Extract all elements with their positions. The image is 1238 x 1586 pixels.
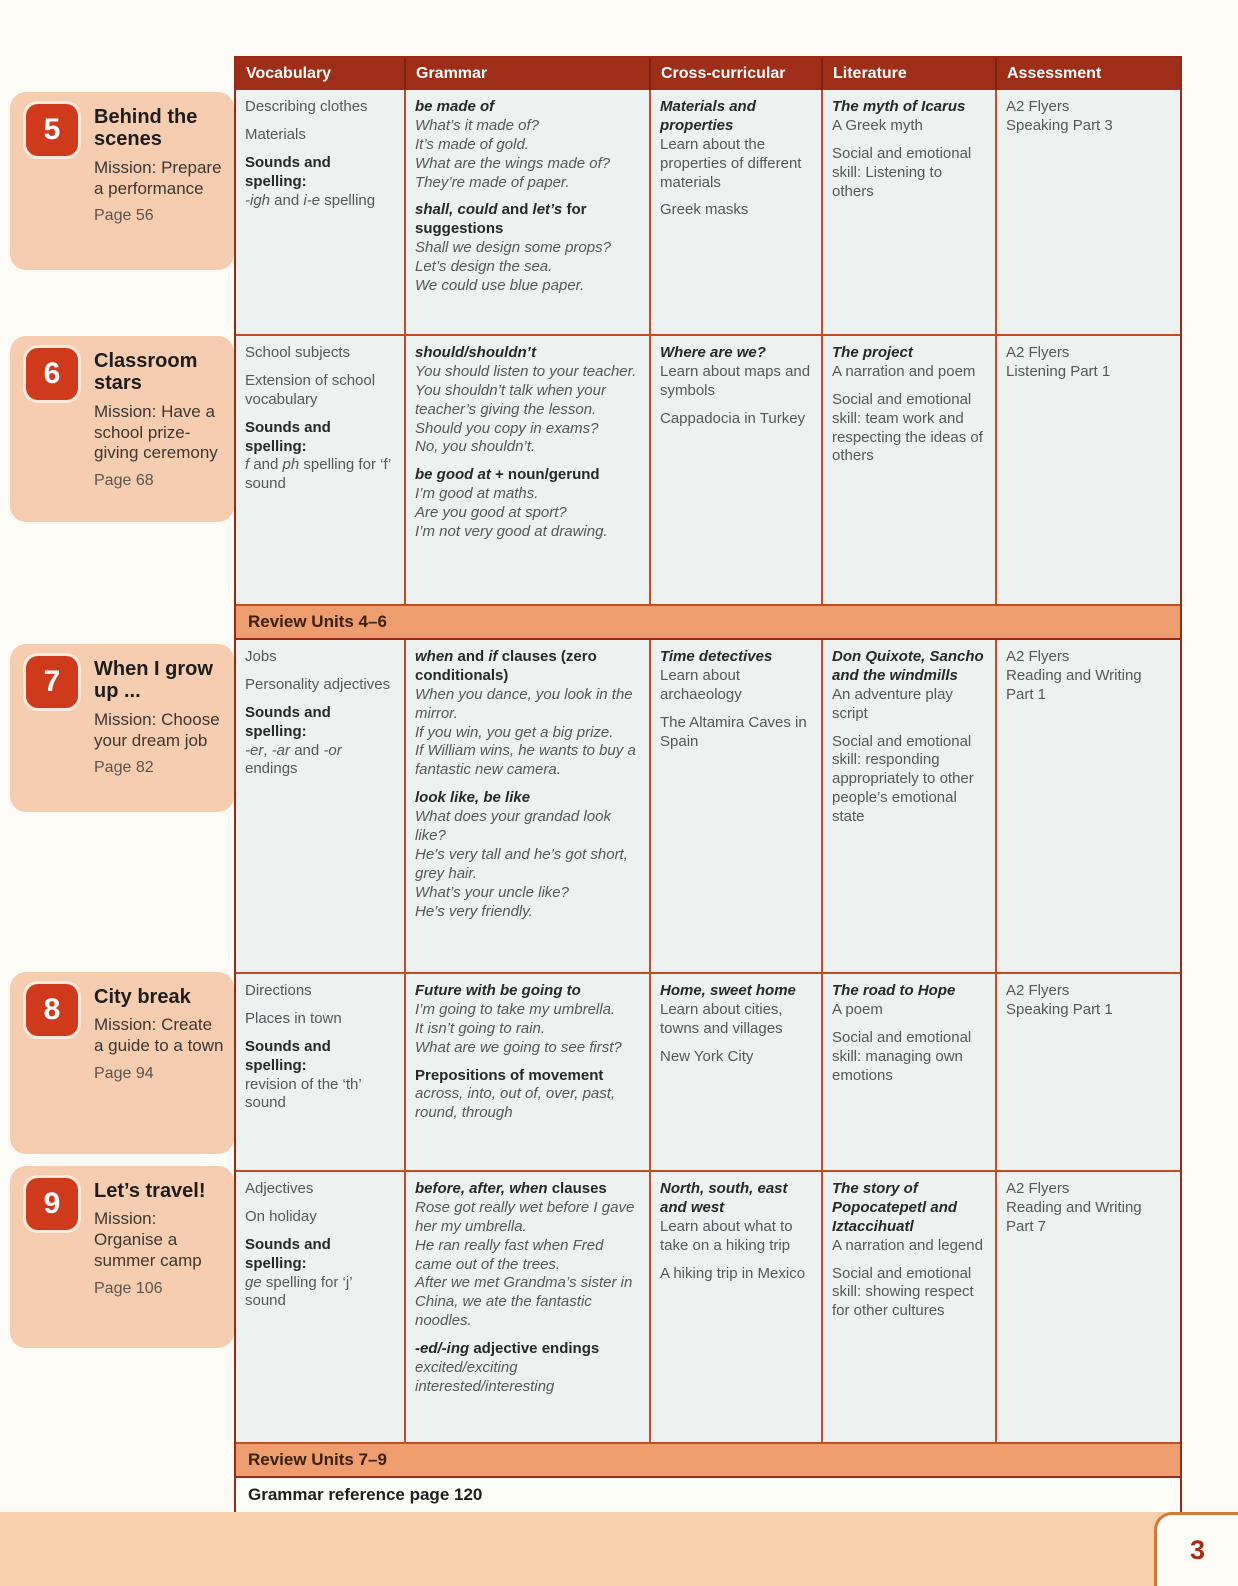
unit-number-badge	[26, 1178, 78, 1230]
column-header-cross-curricular: Cross-curricular	[651, 58, 823, 90]
unit-row-6	[236, 336, 1180, 606]
grammar-reference-row	[236, 1478, 1180, 1512]
unit-row-9	[236, 1172, 1180, 1444]
unit-row-5	[236, 90, 1180, 336]
unit-8-literature-cell: The road to Hope A poem Social and emotional skill: managing own emotions	[823, 974, 997, 1170]
column-header-vocabulary: Vocabulary	[236, 58, 406, 90]
unit-number: 6	[43, 357, 61, 390]
unit-card-6	[10, 336, 234, 522]
unit-page-ref: Page 56	[94, 207, 154, 225]
unit-5-literature-cell: The myth of Icarus A Greek myth Social and emotional skill: Listening to others	[823, 90, 997, 334]
unit-number-badge	[26, 656, 78, 708]
unit-row-8	[236, 974, 1180, 1172]
column-header-assessment: Assessment	[1007, 65, 1102, 82]
unit-5-cross-curricular-cell: Materials and properties Learn about the properties of different materials Greek masks	[651, 90, 823, 334]
unit-number: 8	[43, 993, 61, 1026]
grammar-reference-row-label: Grammar reference page 120	[248, 1485, 483, 1504]
unit-number: 5	[43, 113, 61, 146]
unit-page-ref: Page 68	[94, 471, 154, 489]
review-row	[236, 606, 1180, 640]
review-row-label: Review Units 7–9	[248, 1450, 387, 1469]
table-rows	[236, 90, 1180, 1512]
unit-card-9	[10, 1166, 234, 1348]
unit-7-literature-cell: Don Quixote, Sancho and the windmills An adventure play script Social and emotional skill: responding appropriately to other people’s emotional state	[823, 640, 997, 972]
unit-mission: Mission: Prepare a performance	[94, 157, 222, 198]
unit-6-cross-curricular-cell: Where are we? Learn about maps and symbols Cappadocia in Turkey	[651, 336, 823, 604]
unit-8-cross-curricular-cell: Home, sweet home Learn about cities, towns and villages New York City	[651, 974, 823, 1170]
unit-page-ref: Page 106	[94, 1279, 163, 1297]
unit-9-literature-cell: The story of Popocatepetl and Iztaccihuatl A narration and legend Social and emotional skill: showing respect for other cultures	[823, 1172, 997, 1442]
unit-title: City break	[94, 986, 191, 1008]
unit-mission: Mission: Choose your dream job	[94, 709, 220, 750]
column-header-literature: Literature	[823, 58, 997, 90]
unit-5-vocabulary-cell: Describing clothes Materials Sounds and spelling: -igh and i-e spelling	[236, 90, 406, 334]
unit-row-7	[236, 640, 1180, 974]
unit-page-ref: Page 82	[94, 759, 154, 777]
unit-page-ref: Page 94	[94, 1064, 154, 1082]
unit-number-badge	[26, 984, 78, 1036]
unit-number-badge	[26, 104, 78, 156]
unit-card-7	[10, 644, 234, 812]
bottom-strip	[0, 1512, 1238, 1586]
unit-title: Classroom stars	[94, 350, 198, 395]
unit-6-vocabulary-cell: School subjects Extension of school vocabulary Sounds and spelling: f and ph spelling for ‘f’ sound	[236, 336, 406, 604]
unit-6-assessment-cell: A2 Flyers Listening Part 1	[997, 336, 1180, 604]
unit-9-cross-curricular-cell: North, south, east and west Learn about what to take on a hiking trip A hiking trip in Mexico	[651, 1172, 823, 1442]
unit-8-assessment-cell: A2 Flyers Speaking Part 1	[997, 974, 1180, 1170]
unit-mission: Mission: Organise a summer camp	[94, 1209, 202, 1270]
unit-5-assessment-cell: A2 Flyers Speaking Part 3	[997, 90, 1180, 334]
unit-title: When I grow up ...	[94, 658, 213, 703]
unit-7-cross-curricular-cell: Time detectives Learn about archaeology The Altamira Caves in Spain	[651, 640, 823, 972]
unit-number-badge	[26, 348, 78, 400]
page-number: 3	[1189, 1535, 1206, 1565]
table-header-row	[236, 58, 1180, 90]
unit-6-literature-cell: The project A narration and poem Social and emotional skill: team work and respecting the ideas of others	[823, 336, 997, 604]
unit-mission: Mission: Create a guide to a town	[94, 1015, 224, 1056]
unit-7-grammar-cell: when and if clauses (zero conditionals) When you dance, you look in the mirror. If you win, you get a big prize. If William wins, he wants to buy a fantastic new camera. look like, be like What does your grandad look like? He’s very tall and he’s got short, grey hair. What’s your uncle like? He’s very friendly.	[406, 640, 651, 972]
unit-6-grammar-cell: should/shouldn’t You should listen to your teacher. You shouldn’t talk when your teacher’s giving the lesson. Should you copy in exams? No, you shouldn’t. be good at + noun/gerund I’m good at maths. Are you good at sport? I’m not very good at drawing.	[406, 336, 651, 604]
unit-5-grammar-cell: be made of What’s it made of? It’s made of gold. What are the wings made of? They’re made of paper. shall, could and let’s for suggestions Shall we design some props? Let’s design the sea. We could use blue paper.	[406, 90, 651, 334]
unit-8-vocabulary-cell: Directions Places in town Sounds and spelling: revision of the ‘th’ sound	[236, 974, 406, 1170]
unit-9-assessment-cell: A2 Flyers Reading and Writing Part 7	[997, 1172, 1180, 1442]
page-number-box	[1154, 1512, 1238, 1586]
unit-card-8	[10, 972, 234, 1154]
unit-number: 9	[43, 1187, 61, 1220]
review-row	[236, 1444, 1180, 1478]
unit-7-vocabulary-cell: Jobs Personality adjectives Sounds and spelling: -er, -ar and -or endings	[236, 640, 406, 972]
unit-7-assessment-cell: A2 Flyers Reading and Writing Part 1	[997, 640, 1180, 972]
unit-title: Behind the scenes	[94, 106, 198, 151]
unit-9-vocabulary-cell: Adjectives On holiday Sounds and spelling: ge spelling for ‘j’ sound	[236, 1172, 406, 1442]
syllabus-table	[234, 56, 1182, 1514]
unit-number: 7	[43, 665, 61, 698]
unit-9-grammar-cell: before, after, when clauses Rose got really wet before I gave her my umbrella. He ran really fast when Fred came out of the trees. After we met Grandma’s sister in China, we ate the fantastic noodles. -ed/-ing adjective endings excited/exciting interested/interesting	[406, 1172, 651, 1442]
unit-8-grammar-cell: Future with be going to I’m going to take my umbrella. It isn’t going to rain. What are we going to see first? Prepositions of movement across, into, out of, over, past, round, through	[406, 974, 651, 1170]
unit-card-5	[10, 92, 234, 270]
review-row-label: Review Units 4–6	[248, 612, 387, 631]
unit-mission: Mission: Have a school prize-giving ceremony	[94, 401, 218, 463]
unit-title: Let’s travel!	[94, 1180, 206, 1202]
column-header-grammar: Grammar	[406, 58, 651, 90]
